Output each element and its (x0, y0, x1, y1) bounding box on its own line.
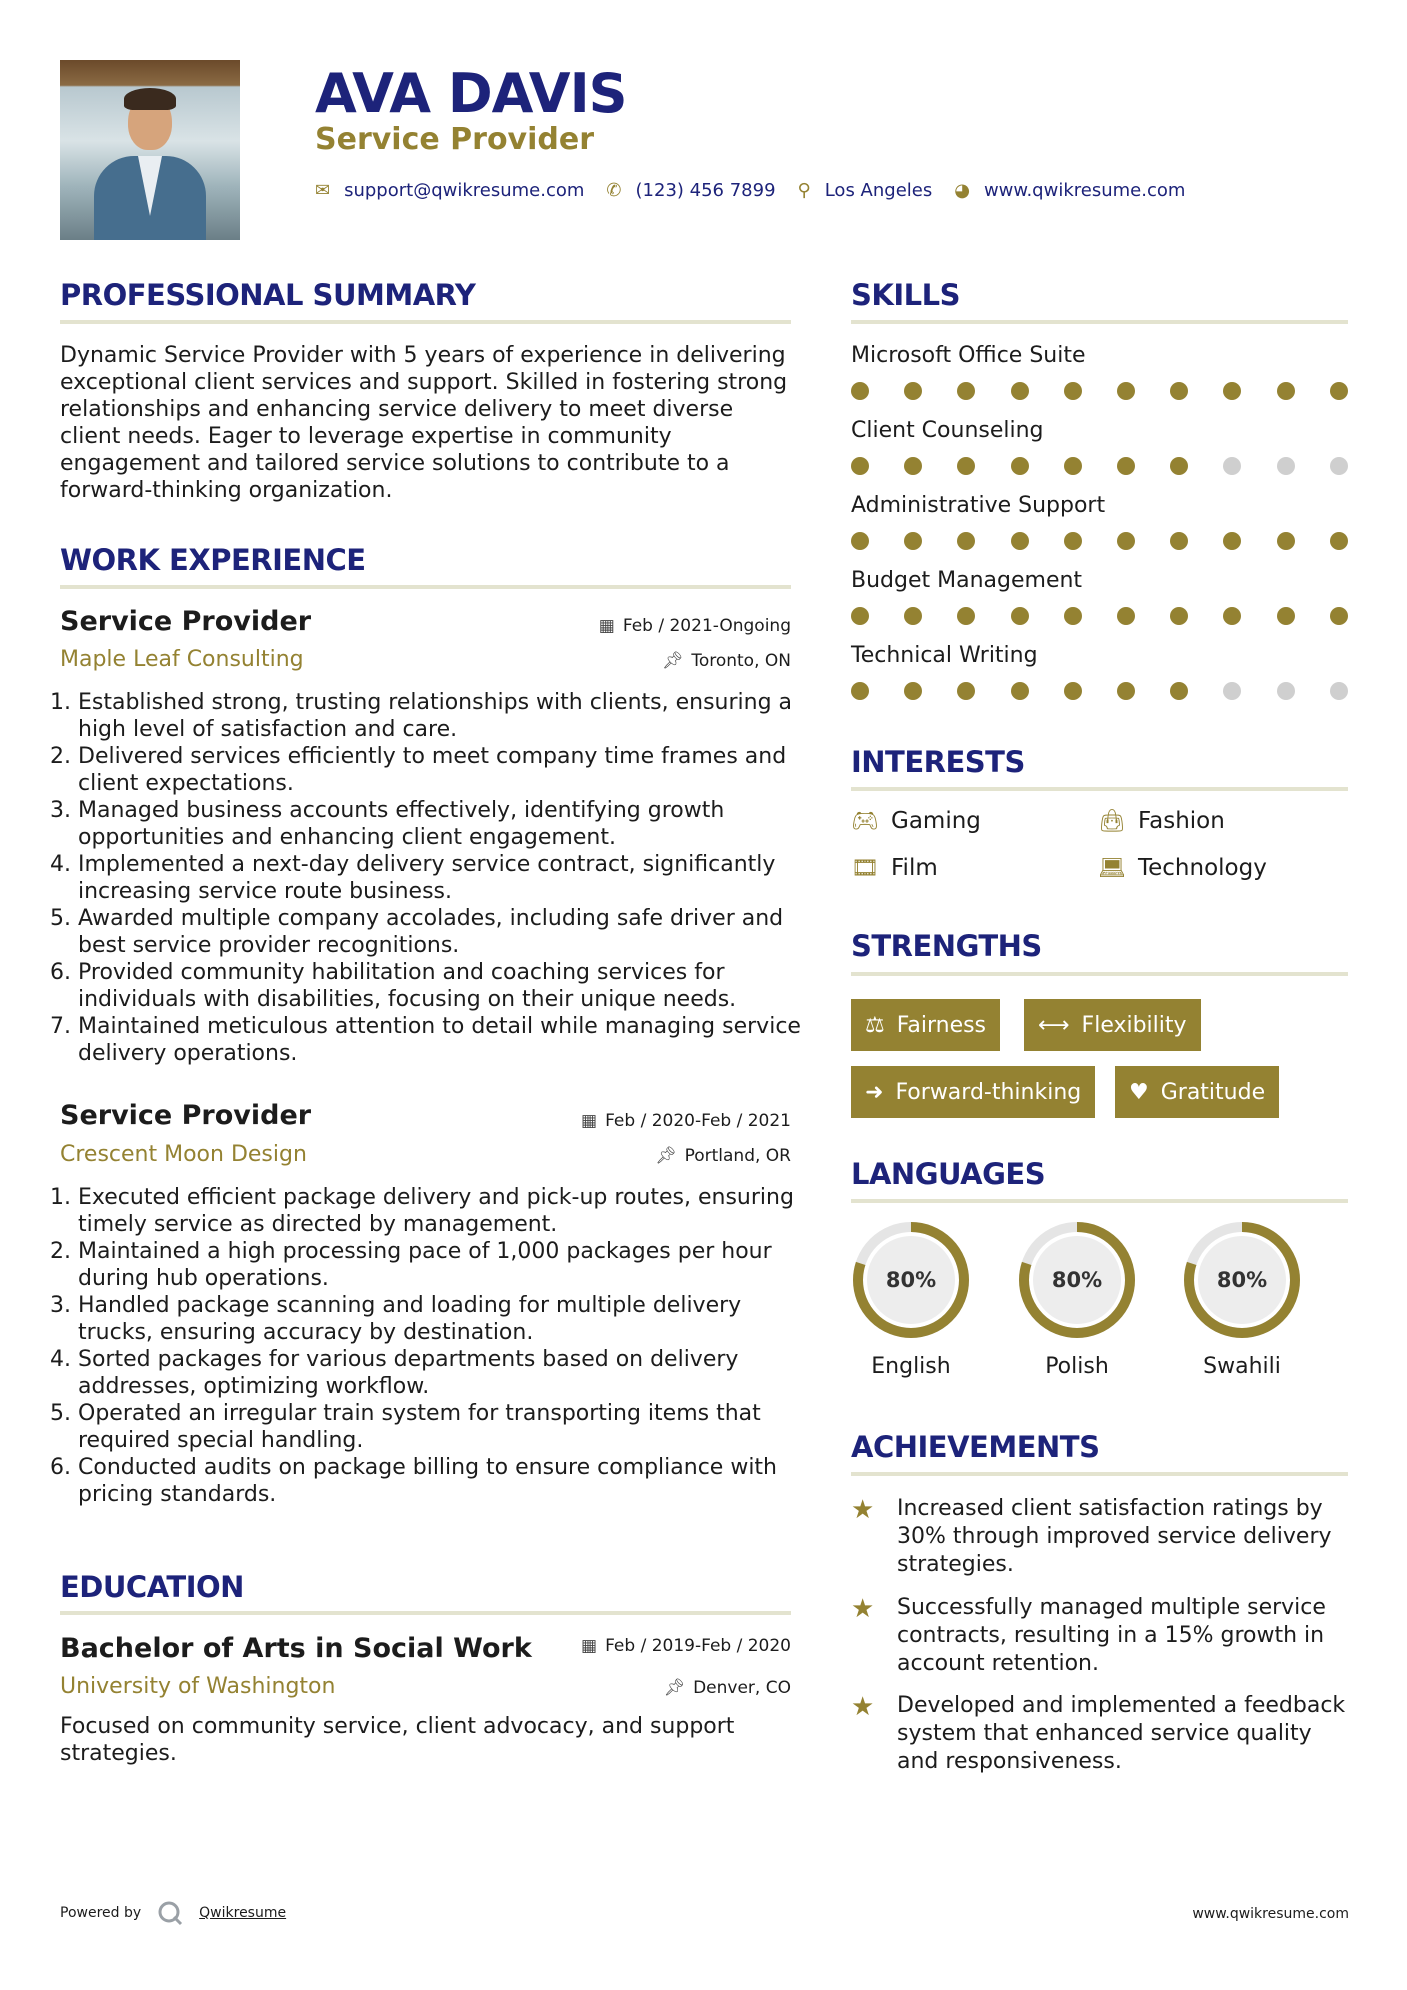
summary-rule (60, 320, 791, 324)
language-name: English (871, 1354, 951, 1379)
arrows-horizontal-icon: ⟷ (1038, 1012, 1070, 1038)
skill-dot-filled (1223, 532, 1241, 550)
skill-dot-filled (904, 682, 922, 700)
job-2-bullets (60, 1184, 814, 1508)
job-1-date (599, 616, 791, 636)
achievements-heading: ACHIEVEMENTS (851, 1430, 1100, 1464)
strength-label: Forward-thinking (895, 1079, 1082, 1105)
job-2-location-text: Portland, OR (684, 1146, 791, 1166)
list-item: 3. Managed business accounts effectively, identifying growth opportunities and enhancing client engagement. (78, 797, 814, 851)
language-name: Swahili (1203, 1354, 1281, 1379)
summary-heading: PROFESSIONAL SUMMARY (60, 278, 476, 312)
skill-dot-filled (904, 457, 922, 475)
profile-photo (60, 60, 240, 240)
interest-label: Film (891, 855, 938, 881)
skill-dot-filled (1277, 382, 1295, 400)
heart-icon: ♥ (1129, 1079, 1149, 1105)
footer-powered-by (60, 1900, 286, 1926)
contact-phone-text: (123) 456 7899 (635, 180, 776, 201)
language-ring (849, 1218, 973, 1342)
skill-dot-filled (1277, 607, 1295, 625)
skill-rating (851, 382, 1351, 402)
list-item: 4. Implemented a next-day delivery service contract, significantly increasing service route business. (78, 851, 814, 905)
skill-dot-filled (851, 532, 869, 550)
experience-rule (60, 585, 791, 589)
achievement-text: Increased client satisfaction ratings by 30% through improved service delivery strategies. (897, 1496, 1332, 1577)
contact-phone[interactable] (606, 180, 775, 201)
powered-by-text: Powered by (60, 1905, 142, 1921)
skill-dot-filled (957, 682, 975, 700)
skill-dot-filled (957, 457, 975, 475)
brand-link[interactable]: Qwikresume (199, 1905, 287, 1921)
skill-dot-filled (1064, 682, 1082, 700)
skill-dot-filled (1117, 532, 1135, 550)
skill-dot-filled (1117, 607, 1135, 625)
skill-dot-empty (1223, 457, 1241, 475)
language-ring (1180, 1218, 1304, 1342)
interest-label: Gaming (891, 808, 981, 834)
skill-dot-filled (851, 607, 869, 625)
interests-rule (851, 787, 1348, 791)
skill-dot-filled (1330, 532, 1348, 550)
skill-dot-empty (1330, 457, 1348, 475)
skill-dot-filled (904, 532, 922, 550)
contact-location-text: Los Angeles (824, 180, 933, 201)
skill-dot-filled (1117, 457, 1135, 475)
language-name: Polish (1045, 1354, 1109, 1379)
list-item: 7. Maintained meticulous attention to detail while managing service delivery operations. (78, 1013, 814, 1067)
language-percent: 80% (885, 1268, 937, 1292)
languages-heading: LANGUAGES (851, 1157, 1046, 1191)
job-2-title: Service Provider (60, 1100, 312, 1131)
list-item: 5. Operated an irregular train system for transporting items that required special handling. (78, 1400, 814, 1454)
skill-label: Administrative Support (851, 493, 1106, 518)
contact-location (798, 180, 933, 201)
footer-url[interactable]: www.qwikresume.com (1192, 1906, 1349, 1922)
shopping-bag-icon: 👜︎ (1098, 808, 1126, 834)
skill-dot-filled (851, 682, 869, 700)
skill-dot-empty (1277, 682, 1295, 700)
skill-dot-filled (1170, 682, 1188, 700)
skill-rating (851, 607, 1351, 627)
skill-dot-filled (1064, 607, 1082, 625)
list-item: 5. Awarded multiple company accolades, including safe driver and best service provider recognitions. (78, 905, 814, 959)
contact-website[interactable] (954, 180, 1185, 201)
skill-dot-filled (1170, 457, 1188, 475)
strength-badge (851, 999, 1000, 1051)
list-item: 1. Executed efficient package delivery and pick-up routes, ensuring timely service as directed by management. (78, 1184, 814, 1238)
interests-heading: INTERESTS (851, 745, 1025, 779)
skill-label: Technical Writing (851, 643, 1038, 668)
list-item: 6. Conducted audits on package billing to ensure compliance with pricing standards. (78, 1454, 814, 1508)
education-heading: EDUCATION (60, 1570, 244, 1604)
skill-dot-filled (1170, 532, 1188, 550)
skill-dot-empty (1223, 682, 1241, 700)
balance-scale-icon: ⚖ (865, 1012, 885, 1038)
interest-label: Technology (1138, 855, 1267, 881)
skill-dot-filled (957, 607, 975, 625)
language-percent: 80% (1051, 1268, 1103, 1292)
job-1-company: Maple Leaf Consulting (60, 647, 304, 672)
education-date (581, 1636, 791, 1656)
skill-label: Client Counseling (851, 418, 1044, 443)
strengths-heading: STRENGTHS (851, 929, 1042, 963)
experience-heading: WORK EXPERIENCE (60, 543, 366, 577)
pushpin-icon: 📌︎ (654, 1146, 677, 1166)
strength-badge (851, 1066, 1095, 1118)
skill-dot-filled (1011, 607, 1029, 625)
calendar-icon: ▦ (581, 1111, 598, 1131)
phone-icon: ✆ (606, 180, 622, 201)
skill-dot-filled (1011, 682, 1029, 700)
skill-label: Budget Management (851, 568, 1083, 593)
education-date-text: Feb / 2019-Feb / 2020 (605, 1636, 791, 1656)
job-1-title: Service Provider (60, 606, 312, 637)
skill-dot-filled (1170, 382, 1188, 400)
skill-rating (851, 457, 1351, 477)
job-1-location-text: Toronto, ON (691, 651, 791, 671)
skill-dot-filled (904, 382, 922, 400)
qwikresume-logo-icon (157, 1900, 183, 1926)
skills-heading: SKILLS (851, 278, 960, 312)
education-location-text: Denver, CO (693, 1678, 791, 1698)
interest-fashion (1098, 808, 1225, 834)
language-item (1015, 1218, 1139, 1379)
achievement-item (851, 1692, 1351, 1776)
arrow-right-icon: ➜ (865, 1079, 884, 1105)
candidate-title: Service Provider (315, 122, 595, 157)
strengths-rule (851, 972, 1348, 976)
achievements-rule (851, 1472, 1348, 1476)
job-2-location (655, 1146, 791, 1166)
map-pin-icon: ⚲ (797, 180, 811, 201)
list-item: 2. Delivered services efficiently to meet company time frames and client expectations. (78, 743, 814, 797)
job-2-date (581, 1111, 791, 1131)
skill-dot-empty (1277, 457, 1295, 475)
gamepad-icon: 🎮︎ (851, 808, 879, 834)
language-ring (1015, 1218, 1139, 1342)
skill-dot-filled (1011, 382, 1029, 400)
education-text: Focused on community service, client advocacy, and support strategies. (60, 1714, 735, 1766)
strength-label: Gratitude (1160, 1079, 1266, 1105)
list-item: 6. Provided community habilitation and coaching services for individuals with disabilities, focusing on their unique needs. (78, 959, 814, 1013)
skill-label: Microsoft Office Suite (851, 343, 1086, 368)
job-1-bullets (60, 689, 814, 1067)
skill-dot-filled (957, 532, 975, 550)
interest-film (851, 855, 938, 881)
achievement-item (851, 1594, 1351, 1678)
pushpin-icon: 📌︎ (663, 1678, 686, 1698)
skill-dot-filled (851, 457, 869, 475)
calendar-icon: ▦ (581, 1636, 598, 1656)
skill-dot-filled (1064, 457, 1082, 475)
skill-dot-filled (1223, 382, 1241, 400)
skill-dot-filled (957, 382, 975, 400)
list-item: 4. Sorted packages for various departments based on delivery addresses, optimizing workflow. (78, 1346, 814, 1400)
contact-bar (315, 180, 1207, 201)
job-1-date-text: Feb / 2021-Ongoing (622, 616, 791, 636)
film-icon: 🎞︎ (851, 855, 879, 881)
skill-dot-filled (1170, 607, 1188, 625)
contact-email-text: support@qwikresume.com (344, 180, 585, 201)
job-2-date-text: Feb / 2020-Feb / 2021 (605, 1111, 791, 1131)
skill-dot-filled (1117, 682, 1135, 700)
list-item: 2. Maintained a high processing pace of 1,000 packages per hour during hub operations. (78, 1238, 814, 1292)
skill-dot-filled (1330, 607, 1348, 625)
skill-dot-filled (904, 607, 922, 625)
summary-text: Dynamic Service Provider with 5 years of experience in delivering exceptional client services and support. Skilled in fostering strong relationships and enhancing service delivery to meet diverse client needs. Eager to leverage expertise in community engagement and tailored service solutions to contribute to a forward-thinking organization. (60, 343, 788, 503)
skill-rating (851, 532, 1351, 552)
education-school: University of Washington (60, 1674, 336, 1699)
language-percent: 80% (1216, 1268, 1268, 1292)
skills-rule (851, 320, 1348, 324)
skill-dot-empty (1330, 682, 1348, 700)
skill-dot-filled (1011, 457, 1029, 475)
education-location (664, 1678, 792, 1698)
education-rule (60, 1611, 791, 1615)
list-item: 1. Established strong, trusting relationships with clients, ensuring a high level of satisfaction and care. (78, 689, 814, 743)
achievement-text: Developed and implemented a feedback system that enhanced service quality and responsiveness. (897, 1693, 1346, 1774)
contact-website-text: www.qwikresume.com (983, 180, 1186, 201)
interest-technology (1098, 855, 1267, 881)
skill-dot-filled (1277, 532, 1295, 550)
star-icon: ★ (851, 1692, 875, 1722)
achievement-item (851, 1495, 1351, 1579)
skill-dot-filled (1117, 382, 1135, 400)
contact-email[interactable] (315, 180, 584, 201)
job-2-company: Crescent Moon Design (60, 1142, 307, 1167)
envelope-icon: ✉ (315, 180, 331, 201)
language-item (1180, 1218, 1304, 1379)
achievement-text: Successfully managed multiple service contracts, resulting in a 15% growth in account retention. (897, 1595, 1326, 1676)
star-icon: ★ (851, 1495, 875, 1525)
laptop-icon: 💻︎ (1098, 855, 1126, 881)
skill-dot-filled (851, 382, 869, 400)
candidate-name: AVA DAVIS (315, 62, 627, 125)
strength-badge (1115, 1066, 1279, 1118)
list-item: 3. Handled package scanning and loading for multiple delivery trucks, ensuring accuracy by destination. (78, 1292, 814, 1346)
strength-badge (1024, 999, 1201, 1051)
education-degree: Bachelor of Arts in Social Work (60, 1633, 532, 1664)
languages-rule (851, 1199, 1348, 1203)
calendar-icon: ▦ (598, 616, 615, 636)
interest-label: Fashion (1138, 808, 1225, 834)
skill-rating (851, 682, 1351, 702)
job-1-location (662, 651, 791, 671)
strength-label: Flexibility (1081, 1012, 1187, 1038)
skill-dot-filled (1064, 532, 1082, 550)
skill-dot-filled (1011, 532, 1029, 550)
skill-dot-filled (1330, 382, 1348, 400)
strength-label: Fairness (896, 1012, 987, 1038)
skill-dot-filled (1064, 382, 1082, 400)
star-icon: ★ (851, 1594, 875, 1624)
globe-icon: ◕ (954, 180, 970, 201)
language-item (849, 1218, 973, 1379)
pushpin-icon: 📌︎ (661, 651, 684, 671)
skill-dot-filled (1223, 607, 1241, 625)
interest-gaming (851, 808, 981, 834)
